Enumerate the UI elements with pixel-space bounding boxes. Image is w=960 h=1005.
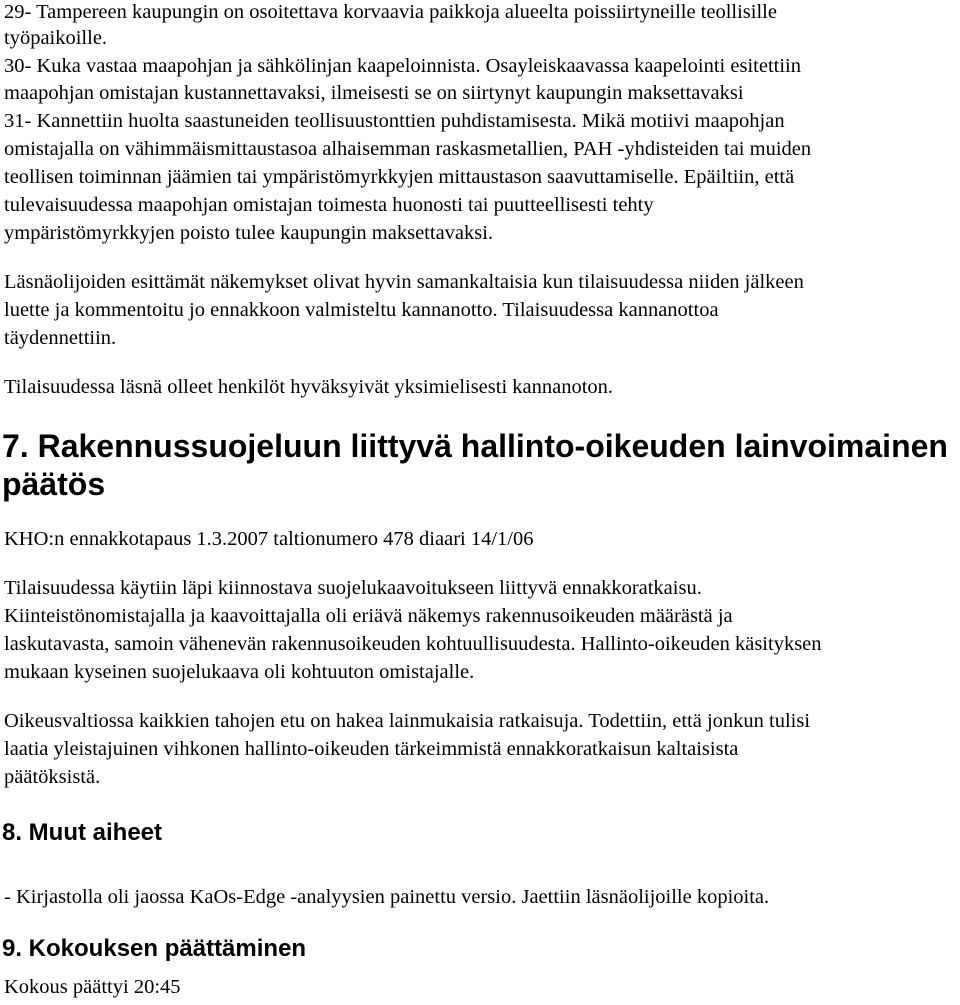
text-line: 29- Tampereen kaupungin on osoitettava korvaavia paikkoja alueelta poissiirtyneille teollisille	[4, 1, 777, 23]
section-heading-7-cont: päätös	[2, 466, 106, 502]
text-line: Läsnäolijoiden esittämät näkemykset olivat hyvin samankaltaisia kun tilaisuudessa niiden jälkeen	[4, 271, 804, 293]
text-line: laskutavasta, samoin vähenevän rakennusoikeuden kohtuullisuudesta. Hallinto-oikeuden käsityksen	[4, 633, 822, 655]
text-line: laatia yleistajuinen vihkonen hallinto-oikeuden tärkeimmistä ennakkoratkaisun kaltaisista	[4, 738, 739, 760]
text-line: luette ja kommentoitu jo ennakkoon valmisteltu kannanotto. Tilaisuudessa kannanottoa	[4, 299, 719, 321]
section-heading-9: 9. Kokouksen päättäminen	[2, 935, 307, 962]
text-line: maapohjan omistajan kustannettavaksi, ilmeisesti se on siirtynyt kaupungin maksettavaksi	[4, 82, 744, 104]
text-line: - Kirjastolla oli jaossa KaOs-Edge -analyysien painettu versio. Jaettiin läsnäolijoille kopioita.	[4, 886, 770, 908]
text-line: täydennettiin.	[4, 327, 117, 349]
section-heading-8: 8. Muut aiheet	[2, 819, 163, 846]
text-line: ympäristömyrkkyjen poisto tulee kaupungin maksettavaksi.	[4, 222, 494, 244]
text-line: teollisen toiminnan jäämien tai ympäristömyrkkyjen mittaustason saavuttamiselle. Epäiltiin, että	[4, 166, 795, 188]
text-line: KHO:n ennakkotapaus 1.3.2007 taltionumero 478 diaari 14/1/06	[4, 528, 534, 550]
text-line: 30- Kuka vastaa maapohjan ja sähkölinjan kaapeloinnista. Osayleiskaavassa kaapelointi esitettiin	[4, 55, 801, 77]
text-line: Kiinteistönomistajalla ja kaavoittajalla oli eriävä näkemys rakennusoikeuden määrästä ja	[4, 605, 733, 627]
text-line: Tilaisuudessa käytiin läpi kiinnostava suojelukaavoitukseen liittyvä ennakkoratkaisu.	[4, 577, 702, 599]
text-line: päätöksistä.	[4, 766, 101, 788]
text-line: omistajalla on vähimmäismittaustasoa alhaisemman raskasmetallien, PAH -yhdisteiden tai muiden	[4, 138, 812, 160]
text-line: 31- Kannettiin huolta saastuneiden teollisuustonttien puhdistamisesta. Mikä motiivi maapohjan	[4, 110, 785, 132]
section-heading-7: 7. Rakennussuojeluun liittyvä hallinto-oikeuden lainvoimainen	[2, 428, 948, 464]
text-line: työpaikoille.	[4, 27, 108, 49]
text-line: Kokous päättyi 20:45	[4, 976, 181, 998]
text-line: mukaan kyseinen suojelukaava oli kohtuuton omistajalle.	[4, 661, 475, 683]
text-line: Tilaisuudessa läsnä olleet henkilöt hyväksyivät yksimielisesti kannanoton.	[4, 376, 614, 398]
text-line: Oikeusvaltiossa kaikkien tahojen etu on hakea lainmukaisia ratkaisuja. Todettiin, että jonkun tulisi	[4, 710, 811, 732]
text-line: tulevaisuudessa maapohjan omistajan toimesta huonosti tai puutteellisesti tehty	[4, 194, 654, 216]
